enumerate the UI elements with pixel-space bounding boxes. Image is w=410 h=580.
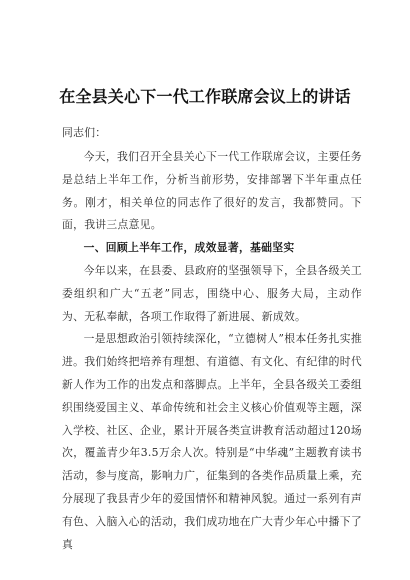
document-body-main [62, 146, 362, 556]
document-title: 在全县关心下一代工作联席会议上的讲话 [59, 87, 351, 106]
document-body [62, 122, 362, 145]
paragraph-review: 今年以来，在县委、县政府的坚强领导下，全县各级关工委组织和广大“五老”同志，围绕中心、服务大局，主动作为、无私奉献，各项工作取得了新进展、新成效。 [62, 263, 362, 323]
salutation: 同志们： [62, 126, 107, 139]
paragraph-point-one: 一是思想政治引领持续深化，“立德树人”根本任务扎实推进。我们始终把培养有理想、有道德、有文化、有纪律的时代新人作为工作的出发点和落脚点。上半年，全县各级关工委组织围绕爱国主义、革命传统和社会主义核心价值观等主题，深入学校、社区、企业，累计开展各类宣讲教育活动超过120场次，覆盖青少年3.5万余人次。特别是“中华魂”主题教育读书活动，参与度高，影响力广，征集到的各类作品质量上乘，充分展现了我县青少年的爱国情怀和精神风貌。通过一系列有声有色、入脑入心的活动，我们成功地在广大青少年心中播下了真 [62, 332, 362, 551]
section-heading-1: 一、回顾上半年工作，成效显著，基础坚实 [83, 241, 295, 255]
paragraph-opening: 今天，我们召开全县关心下一代工作联席会议，主要任务是总结上半年工作，分析当前形势，安排部署下半年重点任务。刚才，相关单位的同志作了很好的发言，我都赞同。下面，我讲三点意见。 [62, 150, 362, 232]
